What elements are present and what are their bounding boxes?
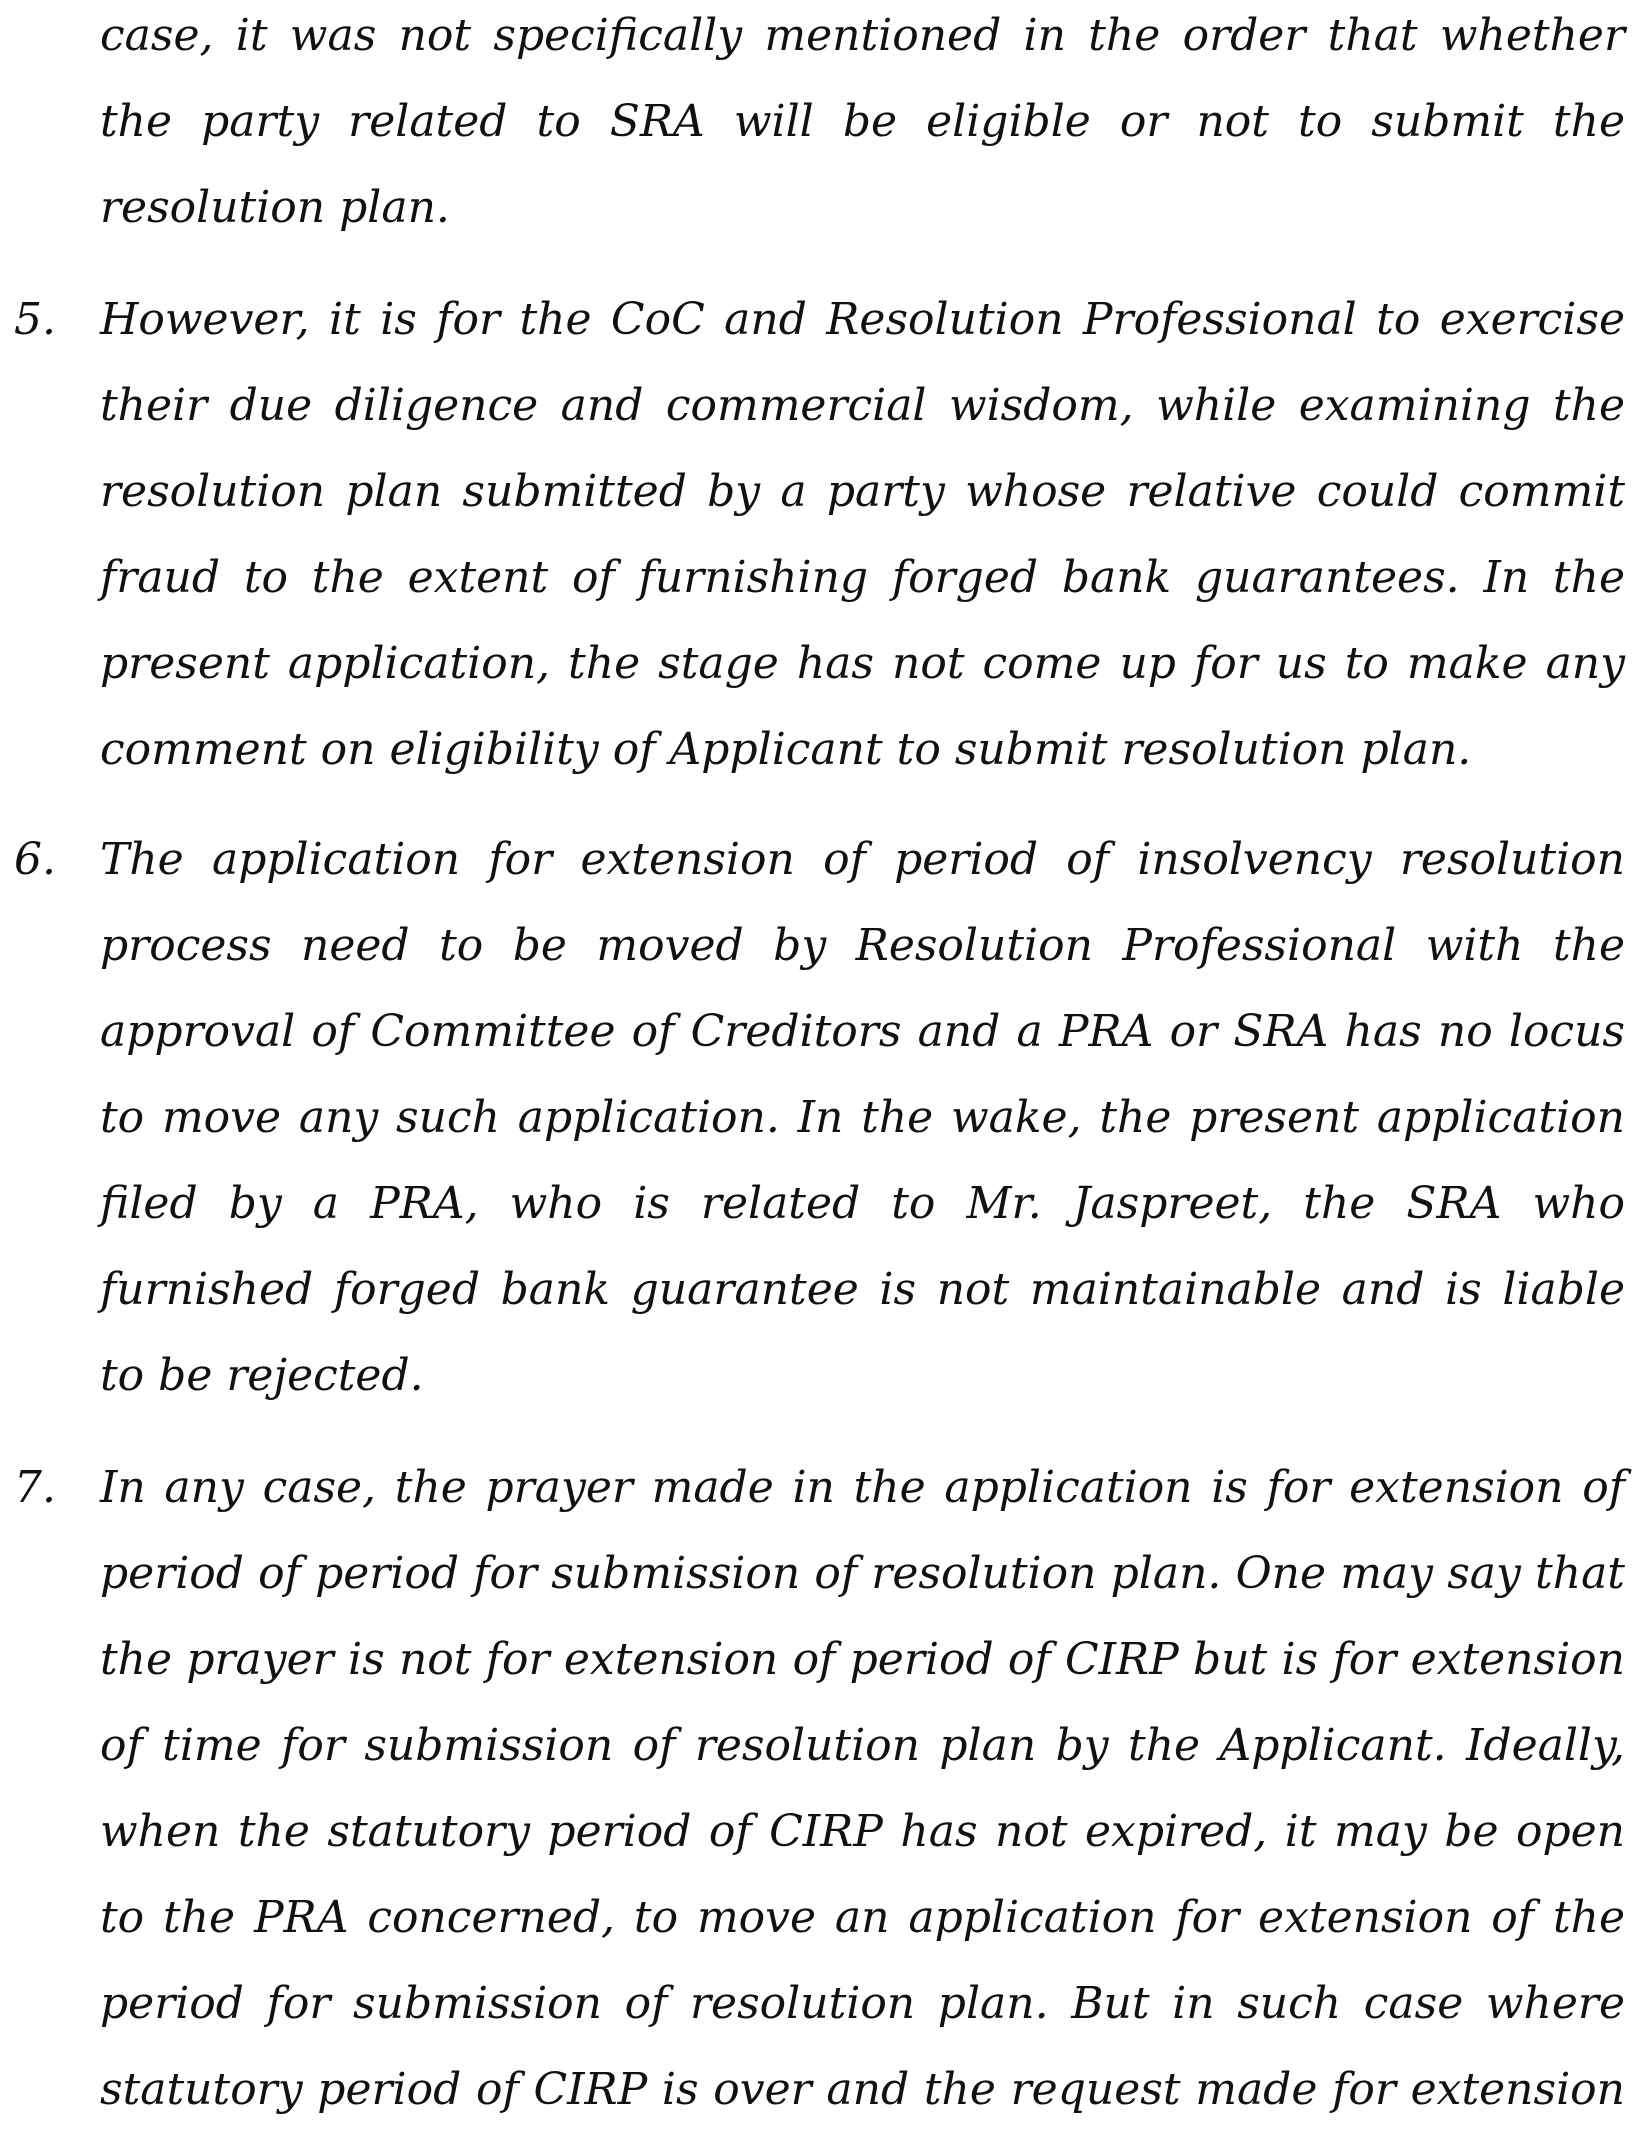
paragraph-line: when the statutory period of CIRP has not expired, it may be open	[100, 1806, 1625, 1857]
paragraph-line: period for submission of resolution plan. But in such case where	[100, 1978, 1625, 2029]
paragraph-number: 6.	[14, 834, 56, 885]
paragraph-line: filed by a PRA, who is related to Mr. Jaspreet, the SRA who	[100, 1178, 1625, 1229]
paragraph-line: to the PRA concerned, to move an application for extension of the	[100, 1892, 1625, 1943]
paragraph-line: of time for submission of resolution plan by the Applicant. Ideally,	[100, 1720, 1625, 1771]
paragraph-line: the party related to SRA will be eligible or not to submit the	[100, 96, 1625, 147]
paragraph-line: However, it is for the CoC and Resolution Professional to exercise	[100, 294, 1625, 345]
paragraph-line: to be rejected.	[100, 1350, 424, 1401]
paragraph-line: The application for extension of period of insolvency resolution	[100, 834, 1625, 885]
paragraph-number: 5.	[14, 294, 56, 345]
paragraph-line: resolution plan.	[100, 182, 450, 233]
paragraph-number: 7.	[14, 1462, 56, 1513]
paragraph-line: comment on eligibility of Applicant to submit resolution plan.	[100, 724, 1472, 775]
paragraph-line: to move any such application. In the wake, the present application	[100, 1092, 1625, 1143]
paragraph-line: the prayer is not for extension of period of CIRP but is for extension	[100, 1634, 1625, 1685]
paragraph-line: period of period for submission of resolution plan. One may say that	[100, 1548, 1625, 1599]
paragraph-line: approval of Committee of Creditors and a PRA or SRA has no locus	[100, 1006, 1625, 1057]
paragraph-line: process need to be moved by Resolution Professional with the	[100, 920, 1625, 971]
paragraph-line: In any case, the prayer made in the application is for extension of	[100, 1462, 1625, 1513]
paragraph-line: case, it was not specifically mentioned in the order that whether	[100, 10, 1625, 61]
paragraph-line: furnished forged bank guarantee is not maintainable and is liable	[100, 1264, 1625, 1315]
paragraph-line: present application, the stage has not come up for us to make any	[100, 638, 1625, 689]
paragraph-line: statutory period of CIRP is over and the request made for extension	[100, 2064, 1625, 2115]
paragraph-line: resolution plan submitted by a party whose relative could commit	[100, 466, 1625, 517]
paragraph-line: fraud to the extent of furnishing forged bank guarantees. In the	[100, 552, 1625, 603]
paragraph-line: their due diligence and commercial wisdom, while examining the	[100, 380, 1625, 431]
